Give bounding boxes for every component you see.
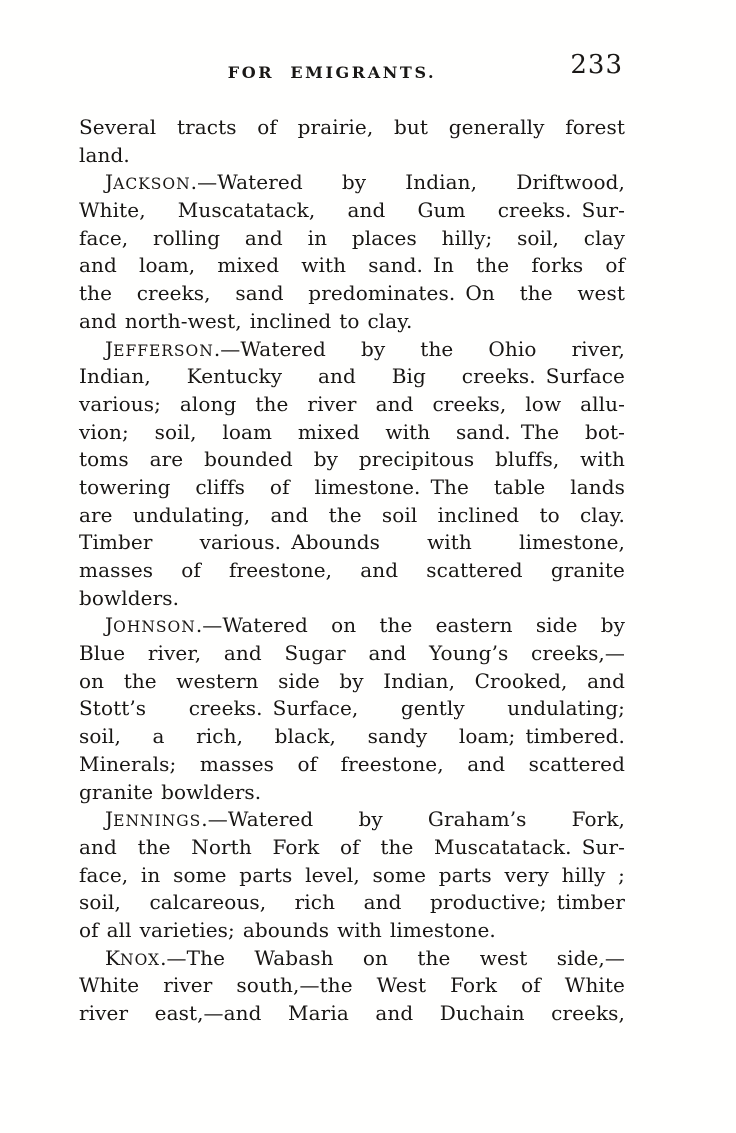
county-name-smallcaps: OHNSON xyxy=(113,618,196,637)
page-number: 233 xyxy=(570,50,623,80)
text-line: Timber various. Abounds with limestone, xyxy=(79,530,625,555)
text-line: Indian, Kentucky and Big creeks. Surface xyxy=(79,364,625,389)
text-line: soil, a rich, black, sandy loam; timbered. xyxy=(79,724,625,749)
text-line: Blue river, and Sugar and Young’s creeks,— xyxy=(79,641,625,666)
text-line: towering cliffs of limestone. The table lands xyxy=(79,474,625,499)
text-line: White, Muscatatack, and Gum creeks. Sur- xyxy=(79,198,625,223)
county-name-initial: J xyxy=(105,170,114,195)
paragraph xyxy=(79,612,625,806)
paragraph xyxy=(79,114,625,169)
text-line: river east,—and Maria and Duchain creeks, xyxy=(79,1001,625,1025)
text-line: various; along the river and creeks, low allu- xyxy=(79,391,625,416)
text-line: face, rolling and in places hilly; soil, clay xyxy=(79,225,625,250)
running-title: FOR EMIGRANTS. xyxy=(227,63,437,82)
text-line: and loam, mixed with sand. In the forks of xyxy=(79,253,625,278)
text-line: White river south,—the West Fork of White xyxy=(79,973,625,998)
text-line: JEFFERSON.—Watered by the Ohio river, xyxy=(105,336,625,361)
text-line: Minerals; masses of freestone, and scattered xyxy=(79,751,625,776)
paragraph xyxy=(79,336,625,613)
text-line: JACKSON.—Watered by Indian, Driftwood, xyxy=(105,170,625,195)
paragraph xyxy=(79,945,625,1028)
text-line: JOHNSON.—Watered on the eastern side by xyxy=(105,613,625,638)
text-line: the creeks, sand predominates. On the west xyxy=(79,281,625,306)
county-name-initial: J xyxy=(105,336,114,361)
text-line: granite bowlders. xyxy=(79,779,262,804)
text-line: land. xyxy=(79,142,130,167)
text-line: JENNINGS.—Watered by Graham’s Fork, xyxy=(105,807,625,832)
text-line: face, in some parts level, some parts very hilly ; xyxy=(79,862,625,887)
county-name-initial: J xyxy=(105,613,114,638)
text-line: Several tracts of prairie, but generally forest xyxy=(79,115,625,139)
text-line: masses of freestone, and scattered granite xyxy=(79,558,625,582)
county-name-smallcaps: ENNINGS xyxy=(113,812,202,831)
body-text xyxy=(79,114,625,1028)
text-line: KNOX.—The Wabash on the west side,— xyxy=(105,945,625,970)
text-line: toms are bounded by precipitous bluffs, with xyxy=(79,447,625,472)
county-name-initial: K xyxy=(105,945,121,970)
text-line: and the North Fork of the Muscatatack. Sur- xyxy=(79,834,625,859)
page-header xyxy=(79,0,625,100)
text-line: soil, calcareous, rich and productive; timber xyxy=(79,890,625,915)
county-name-smallcaps: ACKSON xyxy=(113,175,191,194)
text-line: bowlders. xyxy=(79,585,180,610)
county-name-smallcaps: NOX xyxy=(120,950,161,969)
text-line: vion; soil, loam mixed with sand. The bot- xyxy=(79,419,625,444)
paragraph xyxy=(79,806,625,944)
county-name-smallcaps: EFFERSON xyxy=(113,341,214,360)
text-line: on the western side by Indian, Crooked, and xyxy=(79,668,625,693)
county-name-initial: J xyxy=(105,807,114,832)
text-line: are undulating, and the soil inclined to clay. xyxy=(79,502,625,527)
text-line: and north-west, inclined to clay. xyxy=(79,308,413,333)
text-line: of all varieties; abounds with limestone. xyxy=(79,917,496,942)
paragraph xyxy=(79,169,625,335)
text-line: Stott’s creeks. Surface, gently undulating; xyxy=(79,696,625,721)
